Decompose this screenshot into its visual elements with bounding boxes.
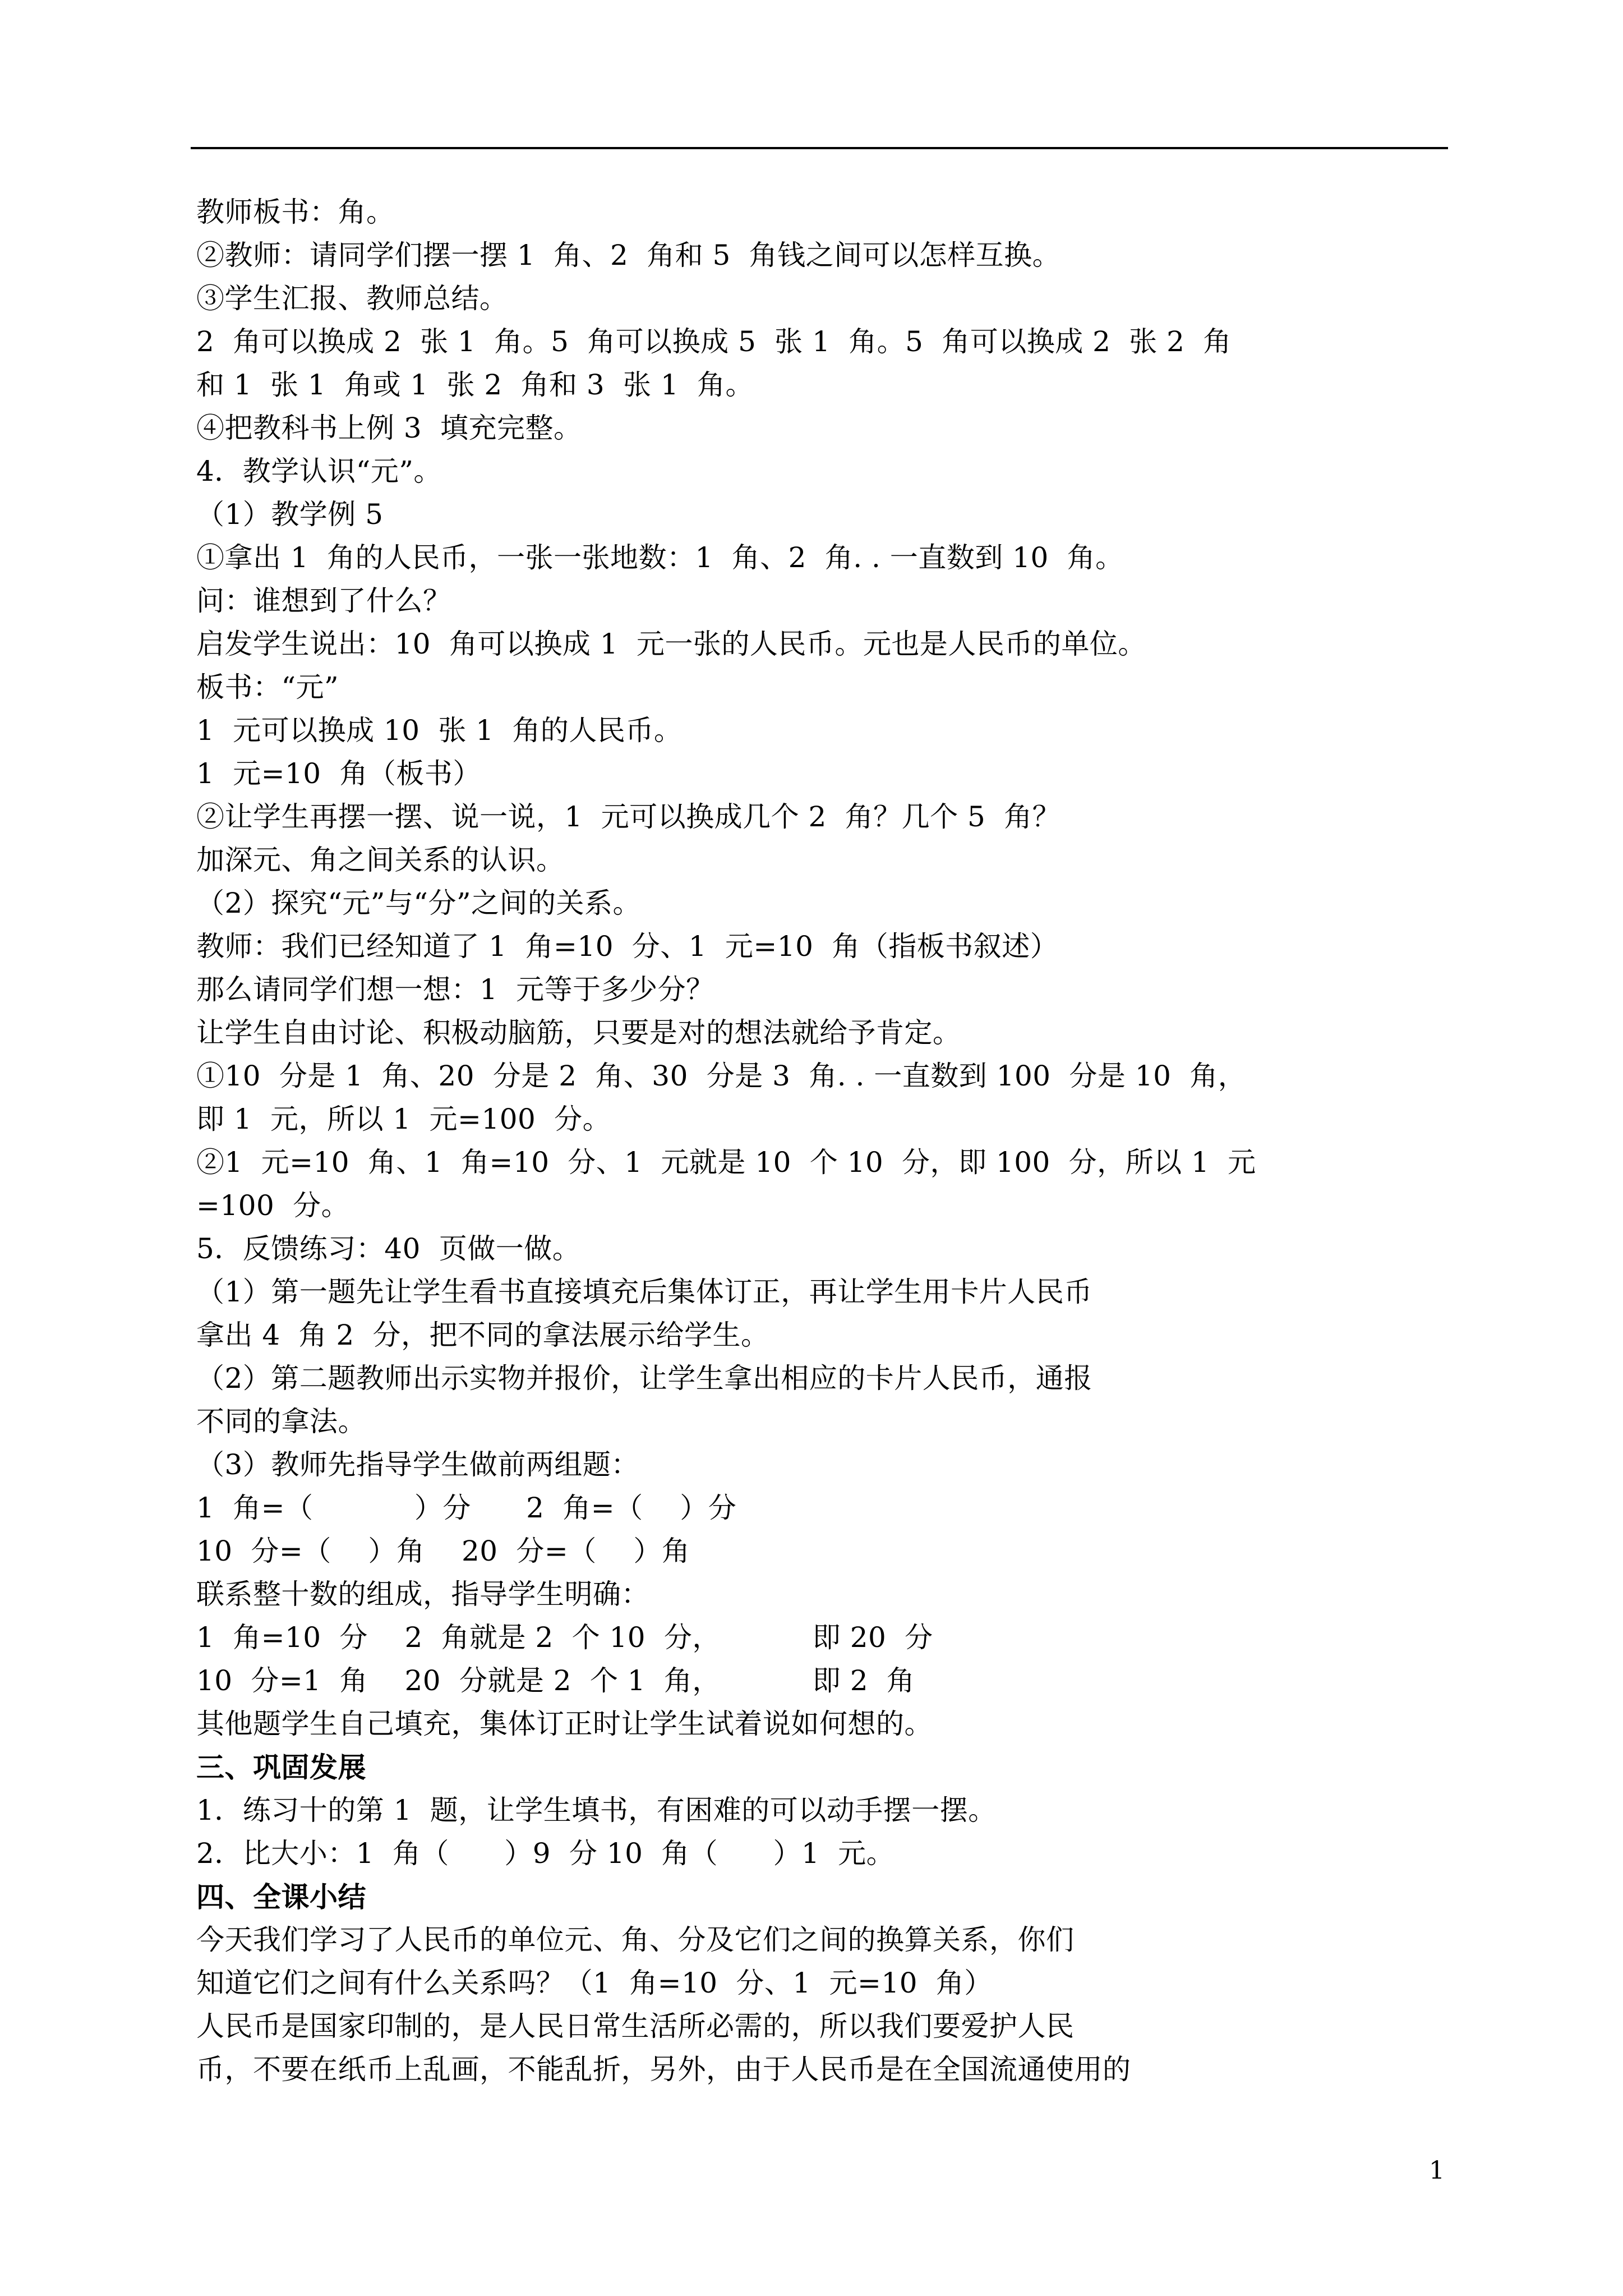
text-line: 教师板书：角。 [196,196,395,228]
text-line: 不同的拿法。 [196,1405,366,1438]
text-line: 币，不要在纸币上乱画，不能乱折，另外，由于人民币是在全国流通使用的 [196,2053,1131,2086]
text-line: 4．教学认识“元”。 [196,455,442,487]
text-line: ①10 分是 1 角、20 分是 2 角、30 分是 3 角. . 一直数到 100 分是 10 角， [196,1060,1247,1092]
text-line: =100 分。 [196,1189,350,1222]
text-line: （1）第一题先让学生看书直接填充后集体订正，再让学生用卡片人民币 [196,1276,1092,1308]
text-line: 知道它们之间有什么关系吗？（1 角=10 分、1 元=10 角） [196,1967,993,1999]
text-line: 和 1 张 1 角或 1 张 2 角和 3 张 1 角。 [196,369,754,401]
text-line: 1 角=10 分 2 角就是 2 个 10 分， 即 20 分 [196,1621,933,1654]
text-line: 联系整十数的组成，指导学生明确： [196,1578,649,1611]
section-heading: 三、巩固发展 [196,1751,366,1784]
text-line: 2 角可以换成 2 张 1 角。5 角可以换成 5 张 1 角。5 角可以换成 2 张 2 角 [196,325,1232,358]
text-line: ②让学生再摆一摆、说一说，1 元可以换成几个 2 角？几个 5 角？ [196,800,1061,833]
text-line: 1 元=10 角（板书） [196,757,481,790]
text-line: 2．比大小：1 角（ ）9 分 10 角（ ）1 元。 [196,1837,895,1870]
body-text [196,191,1430,2091]
text-line: 启发学生说出：10 角可以换成 1 元一张的人民币。元也是人民币的单位。 [196,628,1146,660]
text-line: 5．反馈练习：40 页做一做。 [196,1232,581,1265]
text-line: 10 分=1 角 20 分就是 2 个 1 角， 即 2 角 [196,1664,915,1697]
text-line: 其他题学生自己填充，集体订正时让学生试着说如何想的。 [196,1708,933,1740]
text-line: 那么请同学们想一想：1 元等于多少分？ [196,973,714,1006]
text-line: ④把教科书上例 3 填充完整。 [196,412,582,444]
text-line: 人民币是国家印制的，是人民日常生活所必需的，所以我们要爱护人民 [196,2010,1075,2042]
text-line: 问：谁想到了什么？ [196,585,451,617]
text-line: ②教师：请同学们摆一摆 1 角、2 角和 5 角钱之间可以怎样互换。 [196,239,1061,272]
text-line: 1．练习十的第 1 题，让学生填书，有困难的可以动手摆一摆。 [196,1794,997,1826]
text-line: 教师：我们已经知道了 1 角=10 分、1 元=10 角（指板书叙述） [196,930,1059,963]
text-line: 让学生自由讨论、积极动脑筋，只要是对的想法就给予肯定。 [196,1016,961,1049]
page-number: 1 [1429,2156,1445,2185]
text-line: 1 元可以换成 10 张 1 角的人民币。 [196,714,683,747]
text-line: ①拿出 1 角的人民币，一张一张地数：1 角、2 角. . 一直数到 10 角。 [196,541,1124,574]
text-line: （3）教师先指导学生做前两组题： [196,1448,639,1481]
text-line: 1 角=（ ）分 2 角=（ ）分 [196,1492,737,1524]
text-line: 加深元、角之间关系的认识。 [196,844,565,876]
text-line: ③学生汇报、教师总结。 [196,282,508,315]
text-line: 拿出 4 角 2 分，把不同的拿法展示给学生。 [196,1319,769,1351]
text-line: 今天我们学习了人民币的单位元、角、分及它们之间的换算关系，你们 [196,1924,1075,1956]
text-line: （2）第二题教师出示实物并报价，让学生拿出相应的卡片人民币，通报 [196,1362,1092,1395]
section-heading: 四、全课小结 [196,1880,366,1913]
text-line: 即 1 元，所以 1 元=100 分。 [196,1103,611,1135]
text-line: 板书：“元” [196,671,339,703]
text-line: （1）教学例 5 [196,498,384,531]
text-line: （2）探究“元”与“分”之间的关系。 [196,887,642,919]
text-line: ②1 元=10 角、1 角=10 分、1 元就是 10 个 10 分，即 100 分，所以 1 元 [196,1146,1256,1179]
header-rule [191,147,1448,149]
text-line: 10 分=（ ）角 20 分=（ ）角 [196,1535,690,1567]
